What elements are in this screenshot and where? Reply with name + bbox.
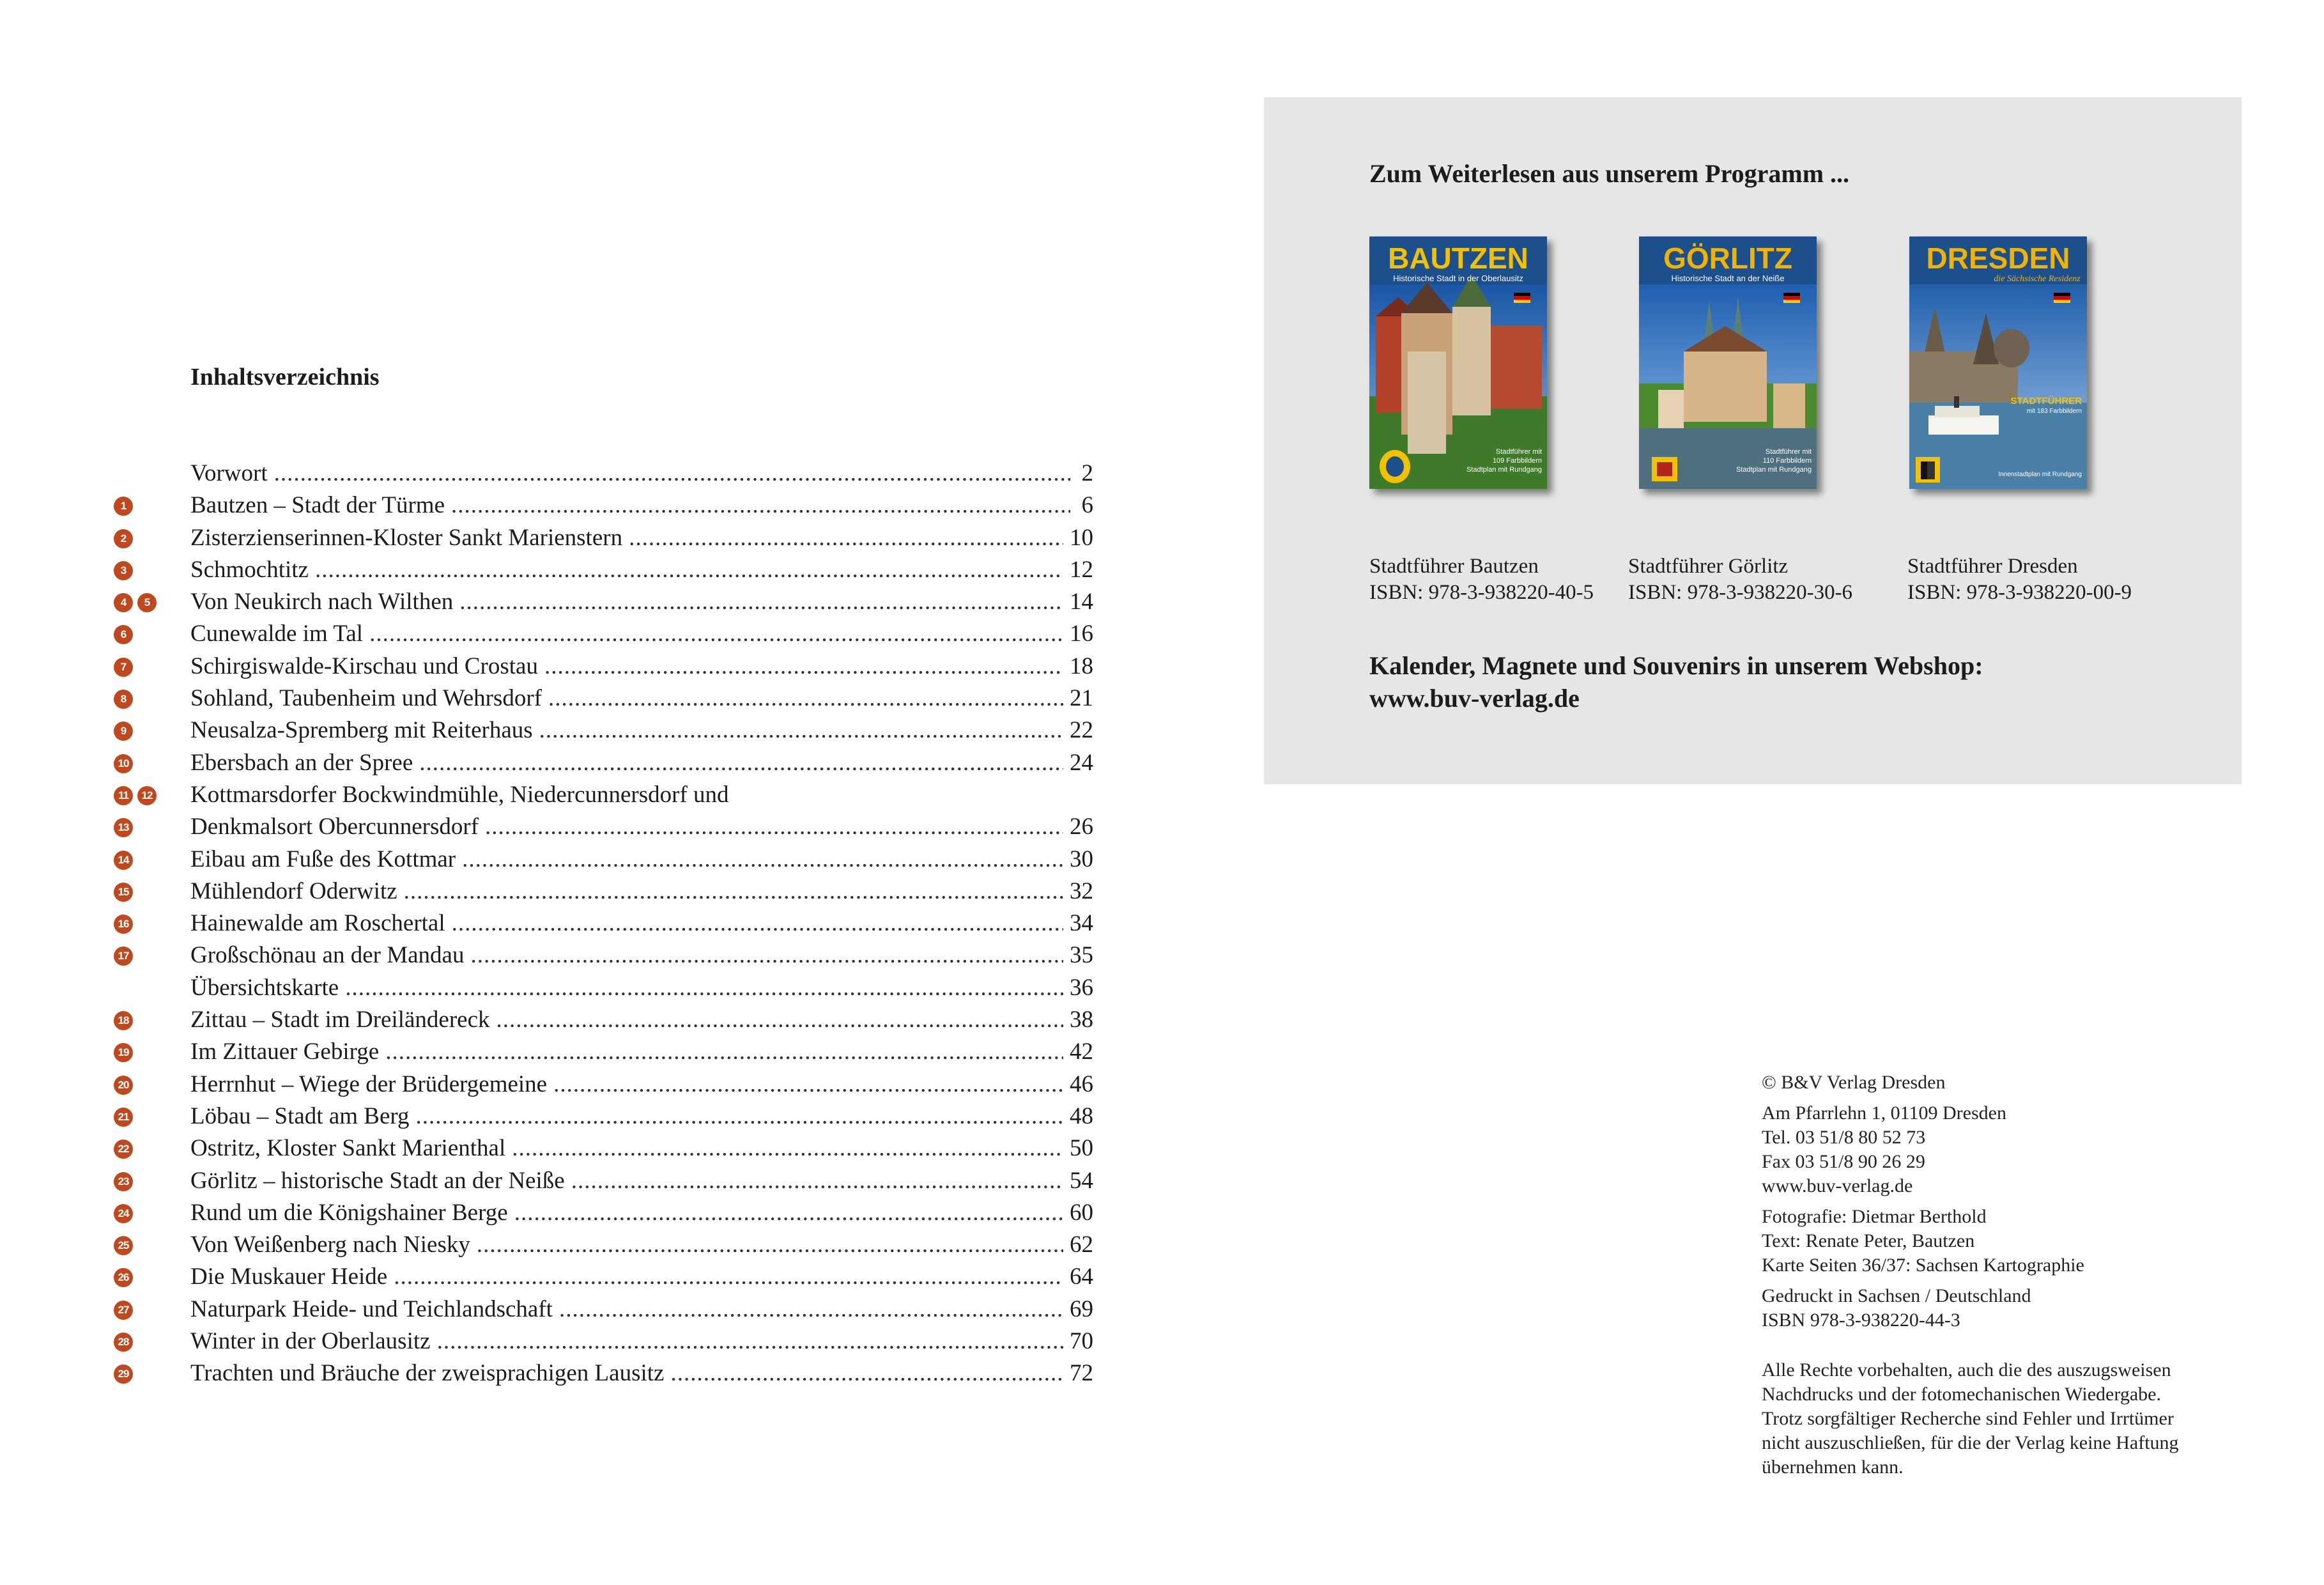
- book-title: Stadtführer Dresden: [1907, 555, 2078, 578]
- book-title: Stadtführer Bautzen: [1369, 555, 1539, 578]
- toc-page-number: 48: [1070, 1102, 1093, 1129]
- toc-entry-title: Eibau am Fuße des Kottmar: [190, 846, 456, 872]
- toc-entry-title: Schirgiswalde-Kirschau und Crostau: [190, 653, 538, 679]
- toc-entry-title: Kottmarsdorfer Bockwindmühle, Niedercunnersdorf und: [190, 781, 729, 808]
- toc-entry-title: Zittau – Stadt im Dreiländereck: [190, 1007, 490, 1033]
- toc-entry[interactable]: [0, 651, 1099, 683]
- chapter-number-badge: 22: [114, 1140, 133, 1159]
- chapter-number-badge: 8: [114, 690, 133, 709]
- chapter-number-badge: 18: [114, 1011, 133, 1030]
- chapter-badges: [114, 497, 137, 516]
- chapter-badges: [114, 1172, 137, 1191]
- chapter-number-badge: 4: [114, 593, 133, 612]
- toc-dot-leader: [419, 747, 1063, 779]
- toc-entry[interactable]: [0, 747, 1099, 779]
- toc-page-number: 16: [1070, 621, 1093, 647]
- book-title: Stadtführer Görlitz: [1628, 555, 1789, 578]
- chapter-number-badge: 2: [114, 529, 133, 548]
- toc-entry-title: Die Muskauer Heide: [190, 1264, 388, 1290]
- toc-entry[interactable]: [0, 1004, 1099, 1036]
- chapter-number-badge: 5: [137, 593, 157, 612]
- chapter-badges: [114, 947, 137, 966]
- chapter-number-badge: 6: [114, 625, 133, 644]
- chapter-number-badge: 27: [114, 1301, 133, 1320]
- toc-entry-title: Vorwort: [190, 460, 268, 486]
- toc-dot-leader: [548, 683, 1063, 715]
- imprint: [1762, 1071, 2247, 1480]
- toc-entry-title: Rund um die Königshainer Berge: [190, 1199, 508, 1226]
- toc-entry[interactable]: [0, 683, 1099, 715]
- toc-dot-leader: [315, 554, 1063, 586]
- toc-dot-leader: [345, 972, 1063, 1004]
- toc-dot-leader: [437, 1326, 1063, 1357]
- toc-entry[interactable]: [0, 908, 1099, 939]
- chapter-badges: [114, 1268, 137, 1287]
- toc-page-number: 69: [1070, 1295, 1093, 1322]
- imprint-rights-line: Trotz sorgfältiger Recherche sind Fehler und Irrtümer: [1762, 1408, 2174, 1429]
- chapter-badges: [114, 1140, 137, 1159]
- toc-page-number: 36: [1070, 974, 1093, 1001]
- toc-entry-title: Im Zittauer Gebirge: [190, 1039, 380, 1065]
- chapter-number-badge: 16: [114, 915, 133, 934]
- toc-dot-leader: [629, 522, 1063, 554]
- book-caption-goerlitz: [1628, 553, 1852, 606]
- toc-dot-leader: [514, 1197, 1063, 1229]
- chapter-badges: [114, 593, 161, 612]
- chapter-badges: [114, 1108, 137, 1127]
- toc-dot-leader: [385, 1036, 1063, 1068]
- imprint-rights: [1762, 1358, 2247, 1480]
- toc-entry[interactable]: [0, 876, 1099, 908]
- toc-entry[interactable]: [0, 972, 1099, 1004]
- book-isbn: ISBN: 978-3-938220-00-9: [1907, 581, 2132, 604]
- toc-entry[interactable]: [0, 779, 1099, 811]
- svg-text:Stadtplan mit Rundgang: Stadtplan mit Rundgang: [1735, 466, 1812, 474]
- webshop-text: Kalender, Magnete und Souvenirs in unserem Webshop:: [1369, 651, 1983, 680]
- toc-entry[interactable]: [0, 458, 1099, 490]
- toc-dot-leader: [452, 908, 1063, 939]
- chapter-badges: [114, 1076, 137, 1095]
- toc-page-number: 64: [1070, 1264, 1093, 1290]
- toc-page-number: 10: [1070, 524, 1093, 551]
- svg-text:die Sächsische Residenz: die Sächsische Residenz: [1994, 274, 2081, 284]
- chapter-badges: [114, 1204, 137, 1223]
- imprint-rights-line: Nachdrucks und der fotomechanischen Wiedergabe.: [1762, 1384, 2161, 1405]
- toc-entry[interactable]: [0, 554, 1099, 586]
- toc-dot-leader: [416, 1101, 1063, 1133]
- svg-text:STADTFÜHRER: STADTFÜHRER: [2010, 396, 2082, 406]
- toc-entry-title: Zisterzienserinnen-Kloster Sankt Marienstern: [190, 524, 623, 551]
- toc-dot-leader: [477, 1229, 1063, 1261]
- toc-entry[interactable]: [0, 1133, 1099, 1164]
- toc-entry[interactable]: [0, 1261, 1099, 1293]
- toc-dot-leader: [670, 1357, 1063, 1389]
- chapter-number-badge: 21: [114, 1108, 133, 1127]
- book-cover-goerlitz[interactable]: [1639, 236, 1817, 489]
- toc-entry[interactable]: [0, 1101, 1099, 1133]
- toc-entry-title: Naturpark Heide- und Teichlandschaft: [190, 1295, 553, 1322]
- toc-dot-leader: [485, 811, 1063, 843]
- imprint-rights-line: nicht auszuschließen, für die der Verlag keine Haftung: [1762, 1432, 2179, 1453]
- toc-entry-title: Herrnhut – Wiege der Brüdergemeine: [190, 1071, 548, 1097]
- chapter-number-badge: 11: [114, 786, 133, 805]
- chapter-badges: [114, 1043, 137, 1062]
- svg-text:110 Farbbildern: 110 Farbbildern: [1762, 457, 1812, 465]
- svg-text:Stadtführer mit: Stadtführer mit: [1495, 448, 1542, 456]
- toc-entry[interactable]: [0, 1165, 1099, 1197]
- book-caption-dresden: [1907, 553, 2132, 606]
- chapter-badges: [114, 658, 137, 677]
- chapter-number-badge: 23: [114, 1172, 133, 1191]
- chapter-badges: [114, 690, 137, 709]
- toc-entry[interactable]: [0, 490, 1099, 522]
- toc-entry-title: Ebersbach an der Spree: [190, 749, 413, 776]
- toc-page-number: 18: [1070, 653, 1093, 679]
- toc-entry[interactable]: [0, 939, 1099, 971]
- imprint-tel: Tel. 03 51/8 80 52 73: [1762, 1127, 1926, 1148]
- toc-entry[interactable]: [0, 1229, 1099, 1261]
- cover-title: DRESDEN: [1926, 242, 2070, 275]
- toc-dot-leader: [451, 490, 1070, 522]
- toc-page-number: 32: [1070, 878, 1093, 904]
- cover-title: BAUTZEN: [1388, 242, 1528, 275]
- toc-entry[interactable]: [0, 715, 1099, 746]
- toc-entry-title: Winter in der Oberlausitz: [190, 1328, 431, 1355]
- toc-page-number: 50: [1070, 1135, 1093, 1162]
- toc-entry-title: Ostritz, Kloster Sankt Marienthal: [190, 1135, 506, 1162]
- toc-entry-title: Neusalza-Spremberg mit Reiterhaus: [190, 717, 533, 744]
- toc-dot-leader: [459, 586, 1063, 618]
- webshop-note: [1369, 649, 1983, 715]
- toc-page-number: 21: [1070, 685, 1093, 712]
- toc-entry-title: Von Weißenberg nach Niesky: [190, 1232, 470, 1258]
- toc-entry-title: Löbau – Stadt am Berg: [190, 1102, 410, 1129]
- toc-page-number: 6: [1081, 492, 1093, 519]
- chapter-badges: [114, 722, 137, 741]
- toc-entry-title: Mühlendorf Oderwitz: [190, 878, 397, 904]
- chapter-number-badge: 10: [114, 754, 133, 773]
- chapter-badges: [114, 529, 137, 548]
- book-isbn: ISBN: 978-3-938220-30-6: [1628, 581, 1853, 604]
- further-reading-box: [1264, 97, 2242, 784]
- toc-list: [0, 458, 1099, 1390]
- toc-dot-leader: [559, 1294, 1063, 1326]
- chapter-badges: [114, 883, 137, 902]
- toc-entry[interactable]: [0, 811, 1099, 843]
- svg-text:Historische Stadt an der Neiße: Historische Stadt an der Neiße: [1671, 274, 1785, 283]
- toc-page-number: 35: [1070, 942, 1093, 969]
- chapter-badges: [114, 1333, 137, 1352]
- toc-page-number: 60: [1070, 1199, 1093, 1226]
- toc-dot-leader: [394, 1261, 1063, 1293]
- chapter-badges: [114, 851, 137, 870]
- chapter-badges: [114, 754, 137, 773]
- svg-text:109 Farbbildern: 109 Farbbildern: [1492, 457, 1542, 465]
- toc-page-number: 24: [1070, 749, 1093, 776]
- toc-dot-leader: [553, 1069, 1063, 1101]
- imprint-address: Am Pfarrlehn 1, 01109 Dresden: [1762, 1102, 2006, 1124]
- toc-page-number: 72: [1070, 1360, 1093, 1387]
- toc-entry-title: Görlitz – historische Stadt an der Neiße: [190, 1167, 565, 1194]
- chapter-number-badge: 24: [114, 1204, 133, 1223]
- svg-text:mit 183 Farbbildern: mit 183 Farbbildern: [2026, 408, 2082, 415]
- toc-entry-title: Denkmalsort Obercunnersdorf: [190, 814, 479, 840]
- chapter-number-badge: 12: [137, 786, 157, 805]
- toc-entry-title: Hainewalde am Roschertal: [190, 910, 445, 937]
- toc-entry-title: Bautzen – Stadt der Türme: [190, 492, 445, 519]
- chapter-badges: [114, 625, 137, 644]
- book-caption-bautzen: [1369, 553, 1594, 606]
- imprint-photo: Fotografie: Dietmar Berthold: [1762, 1206, 1987, 1227]
- chapter-badges: [114, 1236, 137, 1255]
- chapter-number-badge: 14: [114, 851, 133, 870]
- toc-page-number: 42: [1070, 1039, 1093, 1065]
- toc-dot-leader: [369, 618, 1063, 650]
- toc-entry[interactable]: [0, 618, 1099, 650]
- chapter-number-badge: 20: [114, 1076, 133, 1095]
- svg-text:Historische Stadt in der Oberl: Historische Stadt in der Oberlausitz: [1393, 274, 1523, 283]
- toc-entry[interactable]: [0, 1069, 1099, 1101]
- toc-entry[interactable]: [0, 586, 1099, 618]
- toc-page-number: 54: [1070, 1167, 1093, 1194]
- book-cover-bautzen[interactable]: [1369, 236, 1547, 489]
- toc-dot-leader: [404, 876, 1063, 908]
- chapter-badges: [114, 1011, 137, 1030]
- imprint-map: Karte Seiten 36/37: Sachsen Kartographie: [1762, 1255, 2084, 1276]
- toc-entry-title: Schmochtitz: [190, 556, 309, 583]
- book-isbn: ISBN: 978-3-938220-40-5: [1369, 581, 1594, 604]
- imprint-fax: Fax 03 51/8 90 26 29: [1762, 1151, 1925, 1172]
- toc-dot-leader: [462, 844, 1063, 876]
- toc-dot-leader: [571, 1165, 1063, 1197]
- imprint-isbn: ISBN 978-3-938220-44-3: [1762, 1310, 1960, 1331]
- svg-text:Stadtplan mit Rundgang: Stadtplan mit Rundgang: [1466, 466, 1542, 474]
- book-cover-dresden[interactable]: [1909, 236, 2087, 489]
- imprint-rights-line: übernehmen kann.: [1762, 1457, 1904, 1478]
- toc-page-number: 38: [1070, 1007, 1093, 1033]
- imprint-rights-line: Alle Rechte vorbehalten, auch die des auszugsweisen: [1762, 1359, 2171, 1380]
- chapter-number-badge: 25: [114, 1236, 133, 1255]
- toc-dot-leader: [274, 458, 1070, 490]
- toc-dot-leader: [512, 1133, 1063, 1164]
- toc-entry-title: Trachten und Bräuche der zweisprachigen Lausitz: [190, 1360, 665, 1387]
- toc-page-number: 2: [1081, 460, 1093, 486]
- toc-dot-leader: [496, 1004, 1063, 1036]
- svg-text:Stadtführer mit: Stadtführer mit: [1765, 448, 1812, 456]
- chapter-number-badge: 3: [114, 561, 133, 580]
- toc-entry[interactable]: [0, 1326, 1099, 1357]
- toc-entry[interactable]: [0, 844, 1099, 876]
- imprint-printed: Gedruckt in Sachsen / Deutschland: [1762, 1285, 2031, 1306]
- toc-entry[interactable]: [0, 1197, 1099, 1229]
- toc-entry[interactable]: [0, 1036, 1099, 1068]
- toc-entry[interactable]: [0, 522, 1099, 554]
- chapter-badges: [114, 818, 137, 837]
- chapter-badges: [114, 1365, 137, 1384]
- chapter-number-badge: 15: [114, 883, 133, 902]
- toc-page-number: 14: [1070, 589, 1093, 615]
- chapter-number-badge: 17: [114, 947, 133, 966]
- toc-page-number: 12: [1070, 556, 1093, 583]
- chapter-number-badge: 1: [114, 497, 133, 516]
- toc-entry-title: Von Neukirch nach Wilthen: [190, 589, 454, 615]
- chapter-number-badge: 7: [114, 658, 133, 677]
- toc-page-number: 34: [1070, 910, 1093, 937]
- chapter-badges: [114, 786, 161, 805]
- toc-entry-title: Cunewalde im Tal: [190, 621, 364, 647]
- chapter-badges: [114, 1301, 137, 1320]
- toc-entry[interactable]: [0, 1357, 1099, 1389]
- toc-dot-leader: [539, 715, 1063, 746]
- chapter-badges: [114, 561, 137, 580]
- toc-page-number: 26: [1070, 814, 1093, 840]
- imprint-text: Text: Renate Peter, Bautzen: [1762, 1230, 1975, 1251]
- toc-page-number: 22: [1070, 717, 1093, 744]
- webshop-link[interactable]: www.buv-verlag.de: [1369, 684, 1580, 713]
- chapter-badges: [114, 915, 137, 934]
- toc-title: Inhaltsverzeichnis: [190, 364, 380, 390]
- chapter-number-badge: 26: [114, 1268, 133, 1287]
- imprint-copyright: © B&V Verlag Dresden: [1762, 1072, 1946, 1093]
- toc-entry-title: Großschönau an der Mandau: [190, 942, 465, 969]
- toc-page-number: 30: [1070, 846, 1093, 872]
- imprint-web[interactable]: www.buv-verlag.de: [1762, 1175, 1913, 1196]
- toc-entry-title: Übersichtskarte: [190, 974, 339, 1001]
- toc-dot-leader: [470, 939, 1063, 971]
- chapter-number-badge: 28: [114, 1333, 133, 1352]
- toc-page-number: 70: [1070, 1328, 1093, 1355]
- toc-page-number: 46: [1070, 1071, 1093, 1097]
- chapter-number-badge: 29: [114, 1365, 133, 1384]
- svg-text:Innenstadtplan mit Rundgang: Innenstadtplan mit Rundgang: [1998, 471, 2082, 478]
- further-reading-heading: Zum Weiterlesen aus unserem Programm ...: [1369, 159, 1850, 188]
- chapter-number-badge: 19: [114, 1043, 133, 1062]
- cover-title: GÖRLITZ: [1663, 242, 1792, 275]
- toc-entry[interactable]: [0, 1294, 1099, 1326]
- toc-dot-leader: [544, 651, 1063, 683]
- toc-entry-title: Sohland, Taubenheim und Wehrsdorf: [190, 685, 543, 712]
- chapter-number-badge: 13: [114, 818, 133, 837]
- chapter-number-badge: 9: [114, 722, 133, 741]
- toc-page-number: 62: [1070, 1232, 1093, 1258]
